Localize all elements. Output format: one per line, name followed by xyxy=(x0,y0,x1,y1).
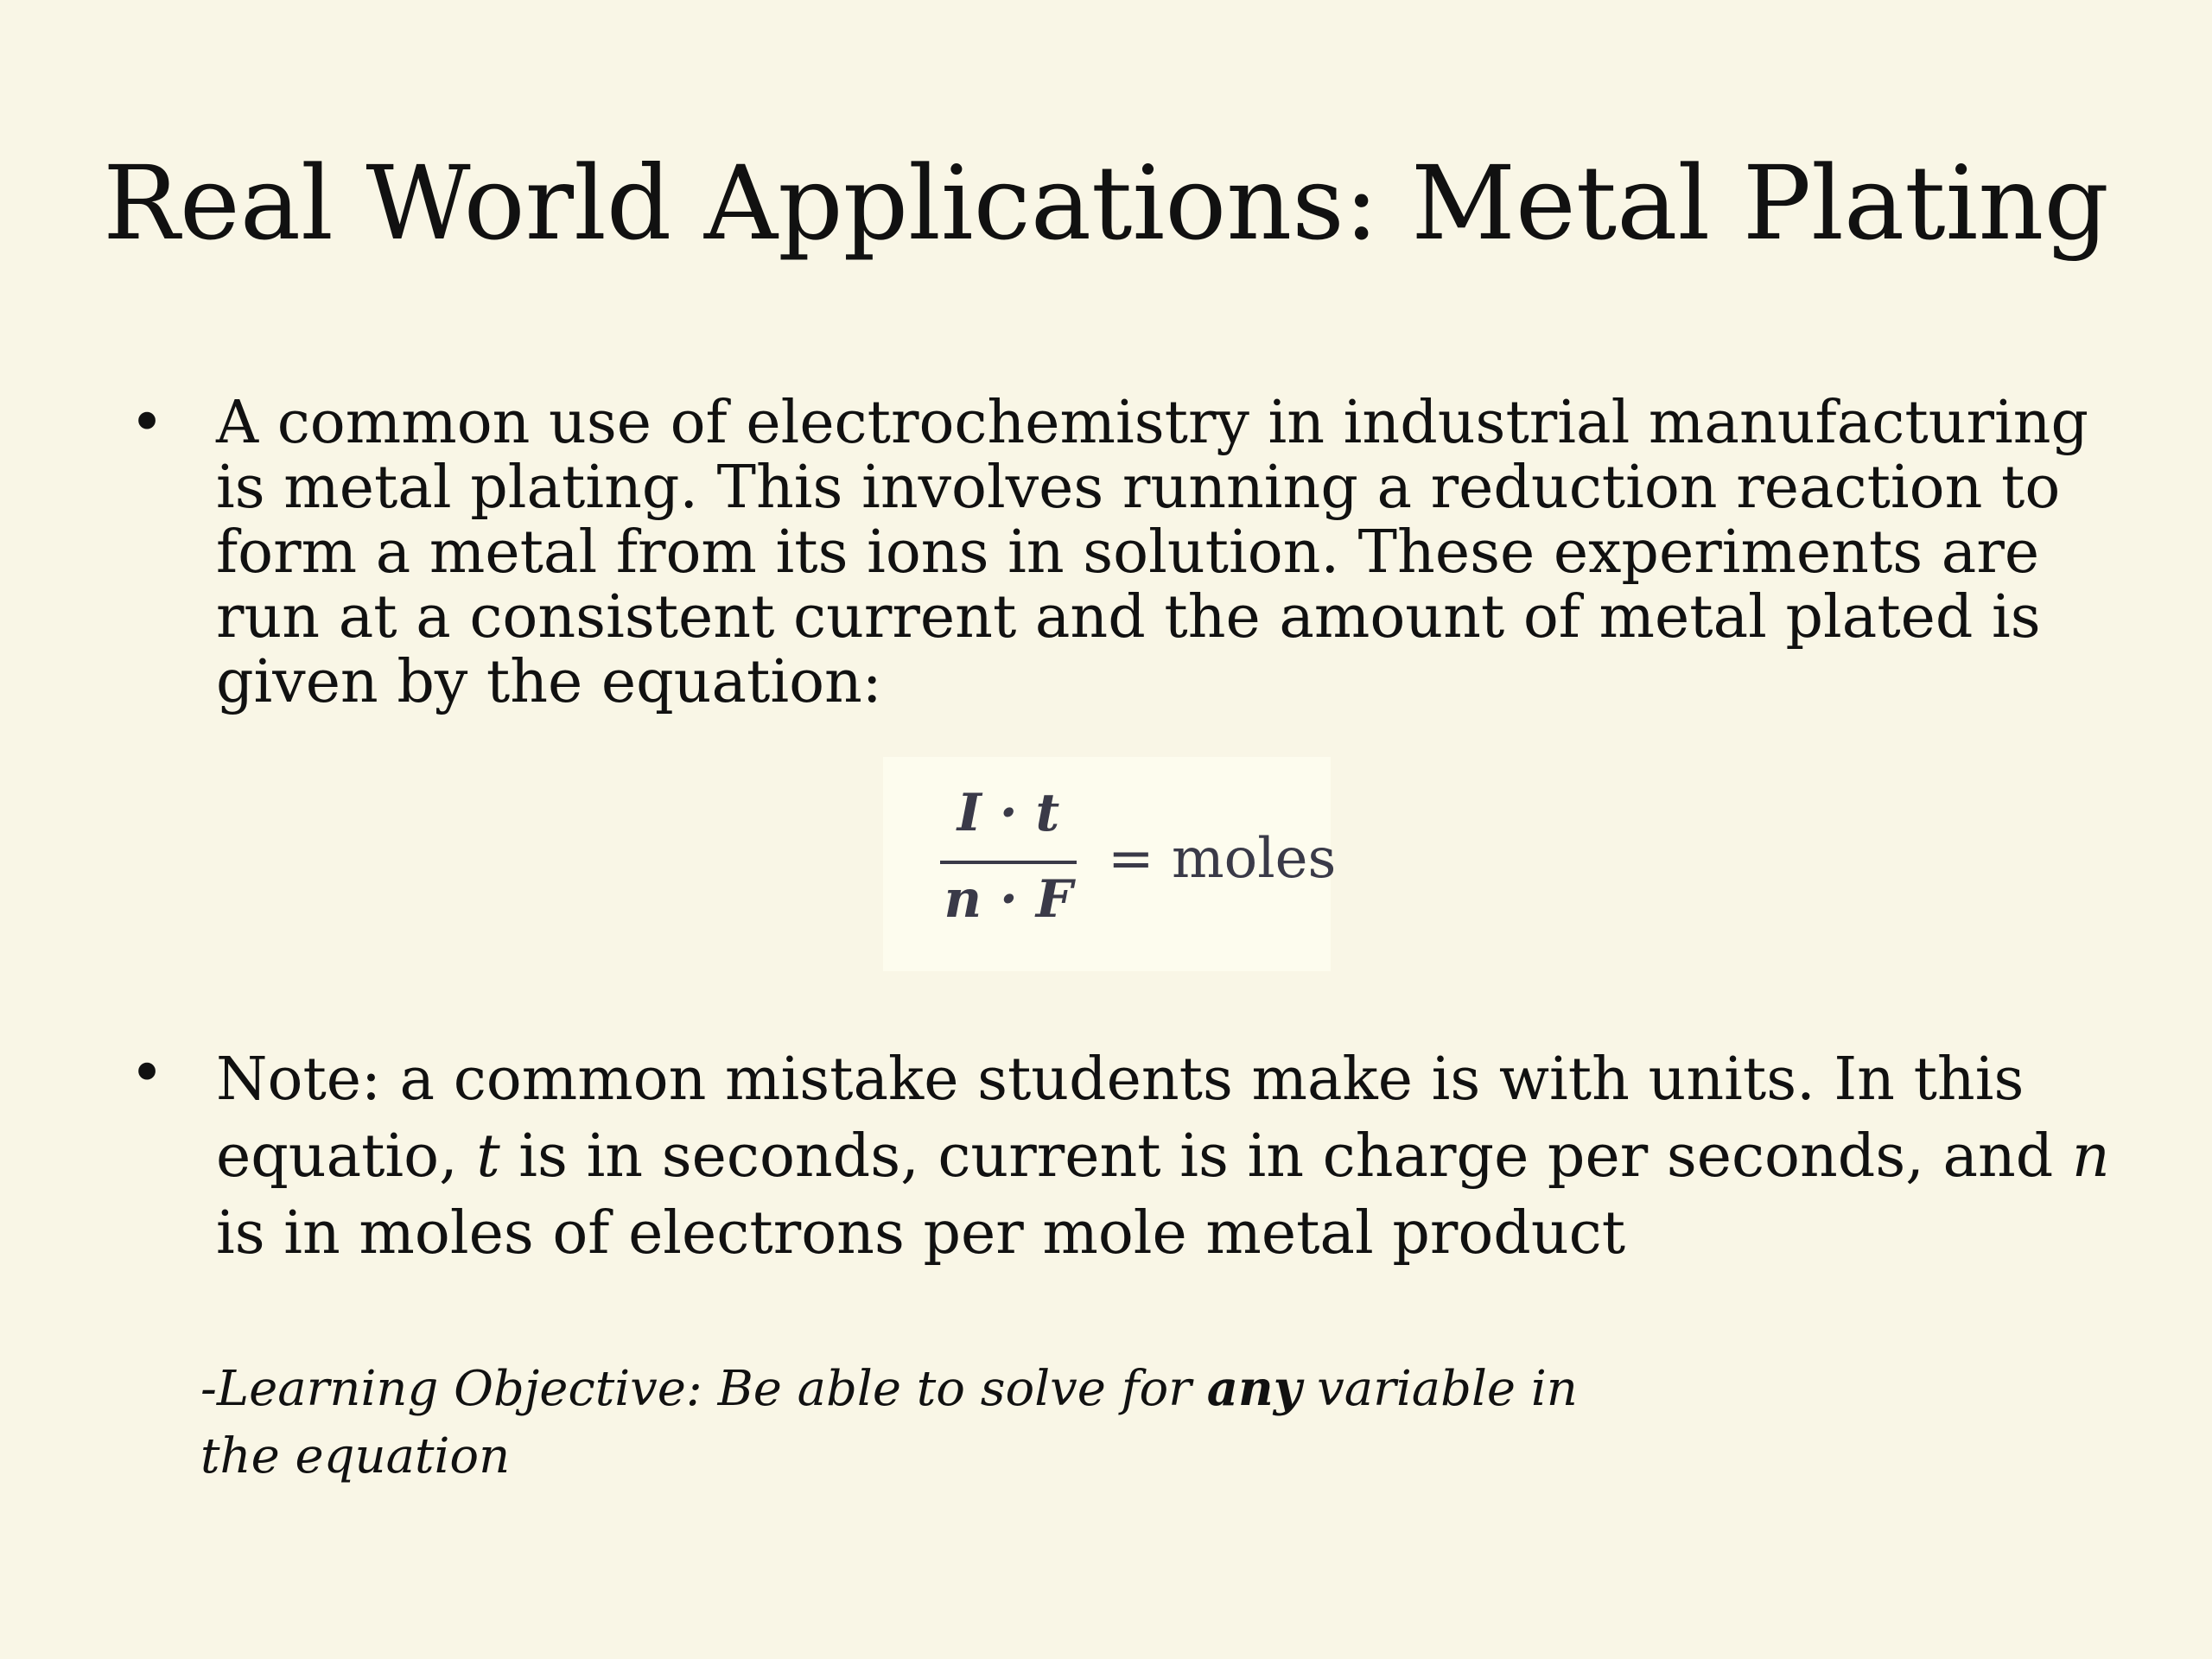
bullet-marker: • xyxy=(130,389,165,457)
equation-rhs: = moles xyxy=(1108,827,1337,891)
equation-numerator: I · t xyxy=(957,783,1060,843)
bullet-text: A common use of electrochemistry in industrial manufacturing is metal plating. This involves running a reduction reaction to form a metal from its ions in solution. These experiments are run at a consistent current and the amount of metal plated is given by the equation: xyxy=(216,389,2089,716)
equation-image xyxy=(883,757,1337,971)
variable-t: t xyxy=(476,1122,500,1191)
bullet-text-part: is in seconds, current is in charge per seconds, and xyxy=(499,1122,2072,1191)
learning-objective xyxy=(200,1355,1626,1491)
objective-emphasis: any xyxy=(1206,1360,1302,1417)
bullet-text xyxy=(216,1041,2134,1272)
slide-title: Real World Applications: Metal Plating xyxy=(103,143,2109,263)
bullet-text-part: Note: a common mistake students make is with units. In this equatio, xyxy=(216,1046,2024,1191)
bullet-marker: • xyxy=(130,1039,165,1108)
objective-text: -Learning Objective: Be able to solve for xyxy=(200,1361,1207,1417)
objective-text: variable in the equation xyxy=(200,1361,1578,1484)
bullet-text-part: is in moles of electrons per mole metal product xyxy=(216,1199,1626,1268)
equation-denominator: n · F xyxy=(944,869,1073,930)
fraction-bar xyxy=(940,861,1077,864)
variable-n: n xyxy=(2071,1122,2110,1191)
